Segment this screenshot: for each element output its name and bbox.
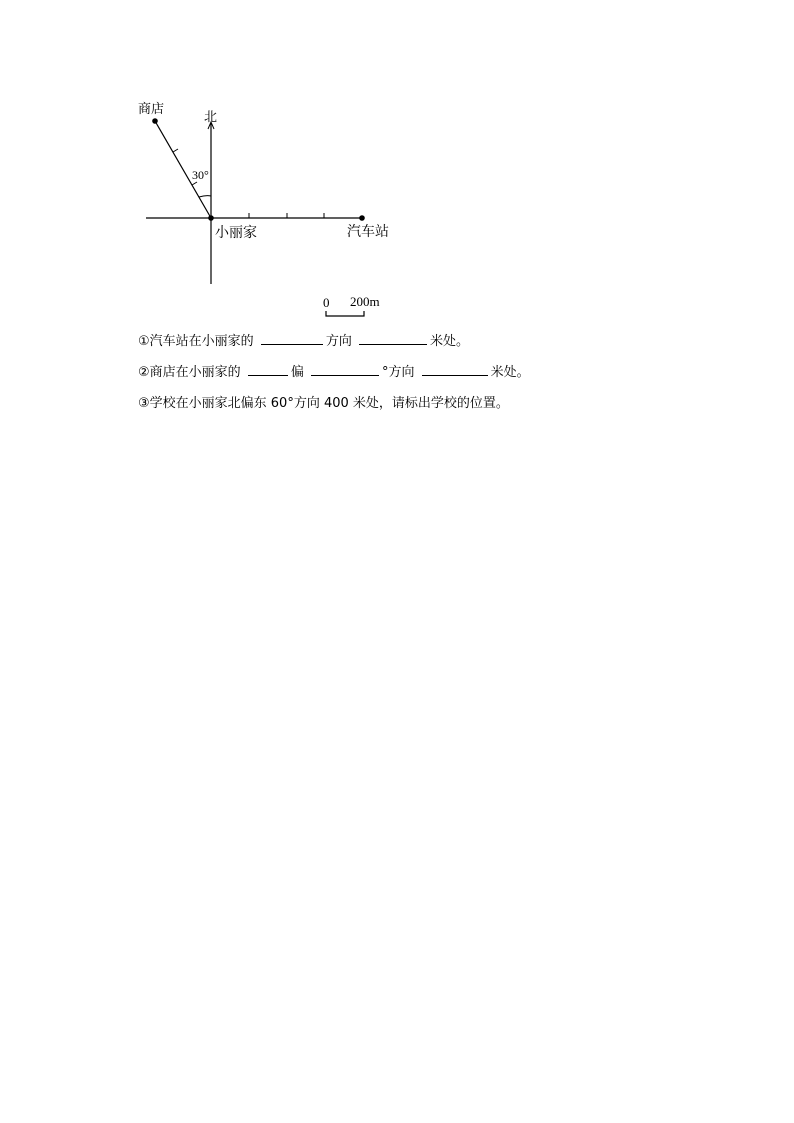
question-text: 米处。 [429,334,469,349]
question-text: °方向 [381,365,415,380]
answer-blank[interactable] [359,332,427,345]
question-number: ③ [138,396,150,411]
question-text: 学校在小丽家北偏东 60°方向 400 米处，请标出学校的位置。 [149,396,509,411]
question-3 [138,395,509,413]
scale-zero-label: 0 [323,295,330,310]
question-text: 商店在小丽家的 [149,365,241,380]
question-2 [138,363,530,382]
question-text: 米处。 [490,365,530,380]
home-point [208,215,214,221]
scale-length-label: 200m [350,294,380,309]
question-number: ② [138,365,150,380]
question-number: ① [138,334,150,349]
answer-blank[interactable] [311,363,379,376]
question-text: 汽车站在小丽家的 [149,334,254,349]
answer-blank[interactable] [261,332,323,345]
scale-bar [326,311,364,316]
bus-station-label: 汽车站 [347,225,389,240]
angle-arc [199,196,211,197]
shop-point [152,118,158,124]
answer-blank[interactable] [422,363,488,376]
direction-diagram [0,0,794,330]
question-1 [138,332,469,351]
tick-mark [192,182,197,185]
shop-label: 商店 [138,102,165,117]
bus-station-point [359,215,365,221]
north-label: 北 [204,110,218,125]
question-text: 方向 [325,334,352,349]
tick-mark [173,149,178,152]
question-text: 偏 [290,365,304,380]
home-label: 小丽家 [215,226,257,241]
answer-blank[interactable] [248,363,288,376]
angle-label: 30° [192,168,209,182]
